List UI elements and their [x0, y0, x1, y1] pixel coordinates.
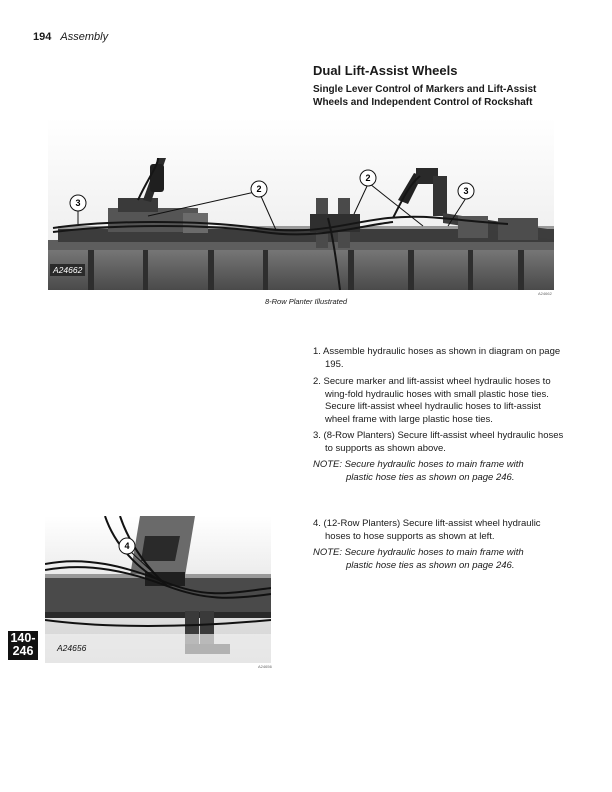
figure2-code-small: A24656 — [258, 664, 272, 669]
figure1-code: A24662 — [50, 264, 85, 276]
callout-4 — [119, 538, 135, 554]
step-4: 4. (12-Row Planters) Secure lift-assist wheel hydraulic hoses to hose supports as shown at left. — [313, 518, 541, 542]
figure1-caption: 8-Row Planter Illustrated — [264, 297, 348, 306]
step-3: 3. (8-Row Planters) Secure lift-assist wheel hydraulic hoses to supports as shown above. — [313, 430, 564, 454]
callout-3-right — [458, 183, 474, 199]
hose-support-photo-drawing — [45, 516, 271, 663]
tab-line-1: 140- — [10, 631, 36, 645]
figure1-code-small: A24662 — [538, 291, 552, 296]
callout-2-left — [251, 181, 267, 197]
note-1-text-2: plastic hose ties as shown on page 246. — [346, 471, 515, 483]
note-2-label: NOTE: — [313, 547, 343, 558]
page-reference-tab — [8, 631, 38, 660]
note-2-text-1: Secure hydraulic hoses to main frame with — [344, 547, 524, 558]
planter-photo-drawing — [48, 118, 554, 290]
page-title: Dual Lift-Assist Wheels — [313, 63, 458, 78]
callout-3-left-label: 3 — [75, 198, 81, 208]
callout-2-left-label: 2 — [256, 184, 262, 194]
page-header — [33, 31, 108, 43]
callout-2-right-label: 2 — [365, 173, 371, 183]
callout-3-right-label: 3 — [463, 186, 469, 196]
figure2-code: A24656 — [57, 643, 87, 653]
step-2: 2. Secure marker and lift-assist wheel hydraulic hoses to wing-fold hydraulic hoses with small plastic hose ties. Secure lift-assist wheel hydraulic hoses to lift-assist wheel frame with large plastic hose ties. — [313, 376, 551, 425]
hose-support-photo — [45, 516, 271, 663]
note-1 — [313, 459, 567, 484]
note-1-label: NOTE: — [313, 459, 343, 470]
page-number: 194 — [33, 31, 52, 43]
note-2 — [313, 547, 567, 572]
section-name: Assembly — [60, 31, 109, 43]
callout-2-right — [360, 170, 376, 186]
tab-line-2: 246 — [12, 644, 34, 658]
page-subtitle: Single Lever Control of Markers and Lift-Assist Wheels and Independent Control of Rockshaft — [313, 84, 537, 108]
callout-3-left — [70, 195, 86, 211]
callout-4-label: 4 — [124, 541, 130, 551]
note-1-text-1: Secure hydraulic hoses to main frame with — [344, 459, 524, 470]
note-2-text-2: plastic hose ties as shown on page 246. — [346, 559, 515, 571]
step-1: 1. Assemble hydraulic hoses as shown in diagram on page 195. — [313, 346, 561, 370]
planter-photo — [48, 118, 554, 290]
